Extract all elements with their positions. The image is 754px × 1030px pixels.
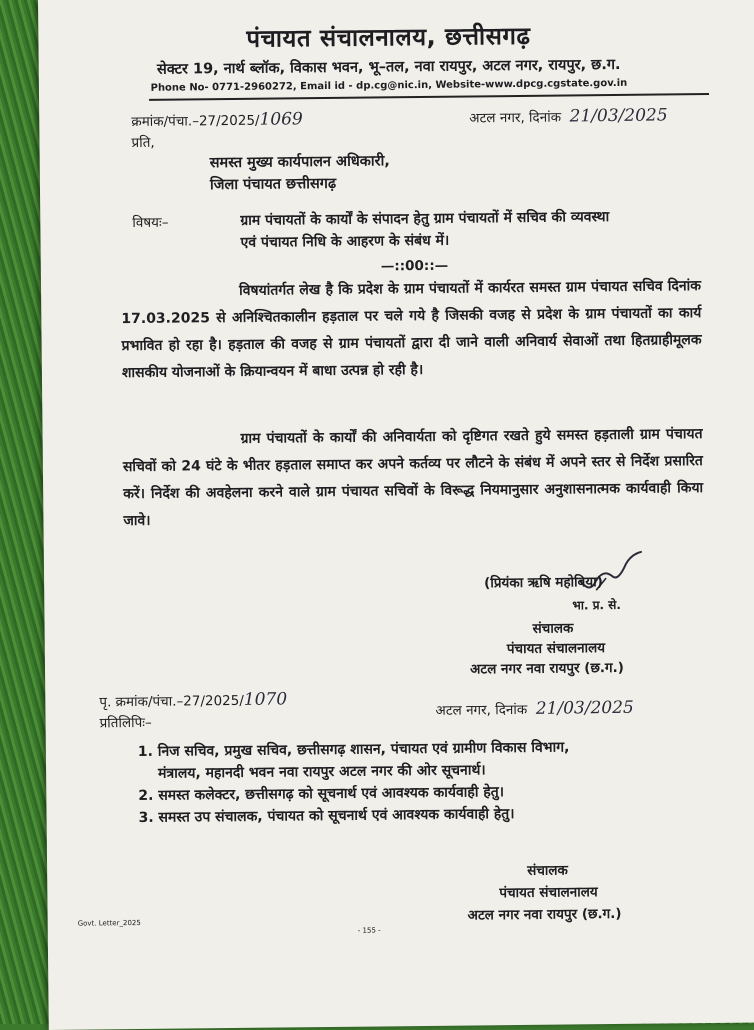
subject-label: विषयः– — [132, 214, 169, 232]
separator: —::00::— — [380, 257, 449, 275]
reference-label: क्रमांक/पंचा.–27/2025/ — [131, 112, 260, 131]
copy-label: प्रतिलिपिः– — [99, 714, 152, 732]
copy-signatory-office: पंचायत संचालनालय — [499, 884, 598, 902]
office-title: पंचायत संचालनालय, छत्तीसगढ़ — [246, 21, 531, 53]
copy-signatory-designation: संचालक — [527, 862, 568, 879]
signatory-designation: संचालक — [532, 620, 574, 637]
footer-page-number: - 155 - — [357, 926, 381, 935]
copy-item-1-line-2: मंत्रालय, महानदी भवन नवा रायपुर अटल नगर की ओर सूचनार्थ। — [158, 762, 486, 782]
copy-reference-number: 1070 — [243, 689, 288, 710]
prati-label: प्रति, — [131, 134, 155, 152]
paragraph-2: ग्राम पंचायतों के कार्यों की अनिवार्यता को दृष्टिगत रखते हुये समस्त हड़ताली ग्राम पंचायत सचिवों को 24 घंटे के भीतर हड़ताल समाप्त कर अपने कर्तव्य पर लौटने के संबंध में अपने स्तर से निर्देश प्रसारित करें। निर्देश की अवहेलना करने वाले ग्राम पंचायत सचिवों के विरूद्ध नियमानुसार अनुशासनात्मक कार्यवाही किया जावे। — [122, 426, 704, 530]
reference-number: 1069 — [259, 109, 303, 130]
signatory-office: पंचायत संचालनालय — [506, 640, 606, 658]
copy-date-line — [435, 698, 634, 720]
subject-line-2: एवं पंचायत निधि के आहरण के संबंध में। — [240, 232, 450, 251]
copy-item-text: समस्त उप संचालक, पंचायत को सूचनार्थ एवं आवश्यक कार्यवाही हेतु। — [158, 806, 515, 826]
copy-date: 21/03/2025 — [535, 697, 634, 719]
date-line — [469, 105, 668, 127]
signatory-place: अटल नगर नवा रायपुर (छ.ग.) — [469, 659, 625, 678]
office-address: सेक्टर 19, नार्थ ब्लॉक, विकास भवन, भू–तल, नवा रायपुर, अटल नगर, रायपुर, छ.ग. — [156, 56, 621, 78]
paragraph-1: विषयांतर्गत लेख है कि प्रदेश के ग्राम पंचायतों में कार्यरत समस्त ग्राम पंचायत सचिव दिनांक 17.03.2025 से अनिश्चितकालीन हड़ताल पर चले गये है जिसकी वजह से प्रदेश के ग्राम पंचायतों का कार्य प्रभावित हो रहा है। हड़ताल की वजह से ग्राम पंचायतों द्वारा दी जाने वाली अनिवार्य सेवाओं तथा हितग्राहीमूलक शासकीय योजनाओं के क्रियान्वयन में बाधा उत्पन्न हो रही है। — [121, 278, 702, 382]
copy-item-text: समस्त कलेक्टर, छत्तीसगढ़ को सूचनार्थ एवं आवश्यक कार्यवाही हेतु। — [158, 784, 505, 804]
reference-line — [131, 109, 303, 131]
copy-item-text: निज सचिव, प्रमुख सचिव, छत्तीसगढ़ शासन, पंचायत एवं ग्रामीण विकास विभाग, — [157, 739, 570, 760]
date-label: अटल नगर, दिनांक — [469, 109, 562, 127]
copy-item-3 — [138, 801, 514, 832]
copy-reference-label: पृ. क्रमांक/पंचा.–27/2025/ — [99, 692, 244, 711]
copy-signatory-place: अटल नगर नवा रायपुर (छ.ग.) — [467, 905, 622, 924]
header-divider — [149, 93, 709, 101]
copy-item-number: 2. — [138, 787, 154, 804]
copy-date-label: अटल नगर, दिनांक — [435, 701, 528, 719]
signatory-name: (प्रियंका ऋषि महोबिया) — [484, 574, 603, 592]
copy-item-number: 1. — [137, 743, 154, 760]
office-contact: Phone No- 0771-2960272, Email id - dp.cg@nic.in, Website-www.dpcg.cgstate.gov.in — [150, 77, 628, 94]
letter-date: 21/03/2025 — [569, 105, 668, 127]
recipient-line-1: समस्त मुख्य कार्यपालन अधिकारी, — [209, 153, 390, 172]
subject-line-1: ग्राम पंचायतों के कार्यों के संपादन हेतु ग्राम पंचायतों में सचिव की व्यवस्था — [240, 209, 610, 229]
copy-reference-line — [99, 689, 287, 711]
footer-file-label: Govt. Letter_2025 — [77, 918, 141, 928]
copy-item-number: 3. — [138, 809, 154, 826]
signatory-service: भा. प्र. से. — [572, 597, 621, 613]
recipient-line-2: जिला पंचायत छत्तीसगढ़ — [209, 175, 337, 194]
letter-page — [38, 0, 754, 1030]
